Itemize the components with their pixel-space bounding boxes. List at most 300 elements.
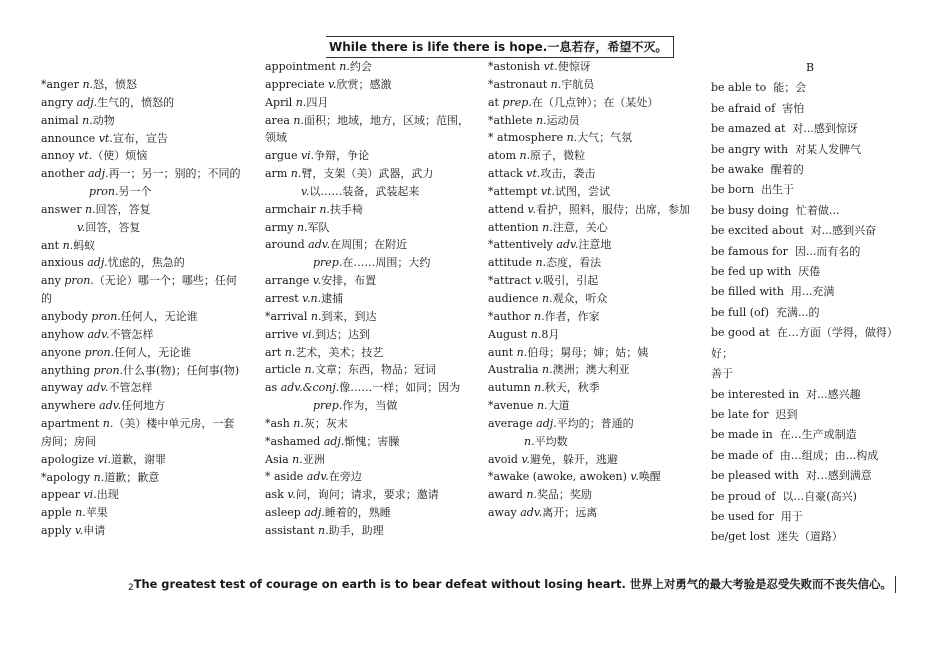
entry-word: ask xyxy=(265,488,284,502)
entry-definition: 像……一样；如同；因为 xyxy=(339,381,461,395)
header-quote-box xyxy=(326,36,674,58)
entry-definition: 宇航员 xyxy=(561,77,595,91)
phrase-item xyxy=(711,323,913,364)
phrase-definition: 出生于 xyxy=(761,183,795,197)
entry-definition: 在旁边 xyxy=(328,470,362,484)
entry-word: anxious xyxy=(41,256,84,270)
phrase-definition: 充满...的 xyxy=(776,305,820,319)
vocab-entry xyxy=(488,201,694,219)
entry-pos: vt. xyxy=(543,60,558,73)
vocab-entry xyxy=(488,468,694,486)
phrase-text: be filled with xyxy=(711,285,784,299)
entry-word: *awake (awoke, awoken) xyxy=(488,470,627,484)
entry-definition: 逮捕 xyxy=(321,291,344,305)
entry-sub-pos: v. xyxy=(77,220,86,234)
vocab-entry xyxy=(488,254,694,272)
phrase-item xyxy=(711,405,913,425)
entry-word: * atmosphere xyxy=(488,131,564,145)
vocab-entry xyxy=(41,415,244,451)
phrase-definition: 用于 xyxy=(780,509,803,523)
phrase-text: be famous for xyxy=(711,244,788,258)
entry-definition: 面积；地域，地方，区域；范围，领域 xyxy=(265,113,469,145)
entry-word: asleep xyxy=(265,506,301,520)
entry-pos: v. xyxy=(74,524,84,538)
entry-pos: n. xyxy=(292,452,303,466)
vocab-column-3 xyxy=(488,58,694,522)
phrase-definition: 在…方面（学得，做得）好； xyxy=(711,326,898,360)
phrase-item xyxy=(711,466,913,486)
entry-pos: n. xyxy=(339,60,350,73)
entry-pos: n. xyxy=(536,399,548,413)
phrase-text: be fed up with xyxy=(711,265,792,279)
vocab-entry xyxy=(265,433,469,451)
phrase-item xyxy=(711,140,913,160)
phrase-item xyxy=(711,364,913,384)
vocab-entry xyxy=(265,344,469,362)
vocab-entry xyxy=(265,165,469,201)
phrase-text: be afraid of xyxy=(711,101,776,115)
phrase-item xyxy=(711,487,913,507)
entry-word: *ashamed xyxy=(265,434,321,448)
entry-word: *attract xyxy=(488,274,532,288)
vocab-entry xyxy=(265,236,469,272)
vocab-entry xyxy=(488,486,694,504)
entry-word: *attempt xyxy=(488,184,538,198)
entry-pos: n. xyxy=(102,417,114,431)
entry-sub-definition: 作为，当做 xyxy=(342,399,398,413)
entry-pos: n. xyxy=(541,291,553,305)
phrase-text: be pleased with xyxy=(711,469,799,483)
entry-pos: n. xyxy=(304,363,316,377)
entry-pos: adj. xyxy=(536,416,557,430)
entry-pos: n. xyxy=(534,381,545,395)
entry-definition: 蚂蚁 xyxy=(73,238,96,252)
vocab-entry xyxy=(488,129,694,147)
entry-pos: vt. xyxy=(78,149,93,163)
entry-definition: 到来，到达 xyxy=(321,309,377,323)
vocab-entry xyxy=(41,344,244,362)
phrase-text: be made in xyxy=(711,428,773,442)
entry-pos: n. xyxy=(295,95,307,109)
entry-word: audience xyxy=(488,291,539,305)
vocab-entry xyxy=(488,451,694,469)
entry-sub-definition: 以……装备，武装起来 xyxy=(309,184,420,198)
vocab-entry xyxy=(265,58,469,76)
entry-pos: adv. xyxy=(308,238,331,252)
entry-word: award xyxy=(488,488,523,502)
entry-pos: adj. xyxy=(76,95,98,109)
vocab-entry xyxy=(41,486,244,504)
entry-definition: 苹果 xyxy=(85,506,108,520)
entry-definition: 军队 xyxy=(307,220,330,234)
entry-pos: pron. xyxy=(64,274,94,288)
entry-sub-sense xyxy=(265,254,469,272)
entry-definition: 离开；远离 xyxy=(542,506,598,520)
phrase-list xyxy=(711,78,913,547)
entry-definition: 道歉；歉意 xyxy=(104,470,160,484)
entry-definition: 态度，看法 xyxy=(546,256,602,270)
vocab-entry xyxy=(488,147,694,165)
vocab-entry xyxy=(265,219,469,237)
vocab-entry xyxy=(265,272,469,290)
entry-word: annoy xyxy=(41,149,75,163)
entry-word: atom xyxy=(488,149,517,163)
phrase-definition: 对...感兴趣 xyxy=(806,387,861,401)
entry-definition: 臂，支架（美）武器，武力 xyxy=(301,167,434,181)
vocab-entry xyxy=(265,94,469,112)
phrase-item xyxy=(711,160,913,180)
entry-definition: 作者，作家 xyxy=(544,309,600,323)
vocab-entry xyxy=(488,290,694,308)
entry-word: apple xyxy=(41,506,72,520)
phrase-definition: 害怕 xyxy=(782,101,805,115)
entry-word: appointment xyxy=(265,60,336,73)
vocab-entry xyxy=(265,486,469,504)
entry-pos: n. xyxy=(542,220,553,234)
entry-pos: v. xyxy=(534,274,544,288)
entry-word: *ash xyxy=(265,416,290,430)
phrase-definition: 在…生产或制造 xyxy=(779,428,857,442)
entry-sub-pos: n. xyxy=(524,434,535,448)
entry-pos: n. xyxy=(318,523,329,537)
vocab-column-2 xyxy=(265,58,469,540)
entry-pos: pron. xyxy=(84,345,115,359)
entry-definition: 扶手椅 xyxy=(329,202,363,216)
phrase-item xyxy=(711,385,913,405)
entry-definition: 回答，答复 xyxy=(95,202,151,216)
entry-definition: 澳洲；澳大利亚 xyxy=(552,363,630,377)
vocab-entry xyxy=(488,415,694,451)
entry-pos: adv. xyxy=(306,470,329,484)
entry-word: arrest xyxy=(265,291,299,305)
entry-definition: 文章；东西，物品；冠词 xyxy=(315,363,437,377)
vocab-entry xyxy=(488,272,694,290)
entry-word: appear xyxy=(41,488,80,502)
vocab-entry xyxy=(265,415,469,433)
entry-definition: （无论）哪一个；哪些；任何的 xyxy=(41,274,237,306)
entry-word: around xyxy=(265,238,305,252)
entry-word: anybody xyxy=(41,309,88,323)
phrase-definition: 对...感到兴奋 xyxy=(810,224,877,238)
entry-word: apologize xyxy=(41,452,95,466)
phrase-item xyxy=(711,303,913,323)
footer-quote: The greatest test of courage on earth is to bear defeat without losing heart. 世界上对勇气的最大考验是忍受失败而不丧失信心。 xyxy=(133,577,892,591)
phrase-definition: 迟到 xyxy=(775,407,798,421)
vocab-entry xyxy=(265,112,469,148)
page-number: 2 xyxy=(128,583,134,593)
entry-word: art xyxy=(265,345,282,359)
entry-definition: 灰；灰末 xyxy=(303,416,348,430)
entry-pos: adv. xyxy=(87,327,110,341)
entry-word: * aside xyxy=(265,470,304,484)
phrase-definition: 醒着的 xyxy=(770,163,804,177)
entry-pos: n. xyxy=(535,256,547,270)
entry-sub-pos: prep. xyxy=(313,256,343,270)
vocab-entry xyxy=(41,397,244,415)
entry-pos: n. xyxy=(284,345,296,359)
entry-pos: v. xyxy=(312,274,322,288)
entry-pos: adv. xyxy=(99,399,122,413)
vocab-entry xyxy=(41,165,244,201)
entry-word: April xyxy=(265,95,293,109)
phrase-item xyxy=(711,527,913,547)
entry-pos: n. xyxy=(75,506,86,520)
entry-word: apply xyxy=(41,524,72,538)
vocab-entry xyxy=(488,219,694,237)
vocab-entry xyxy=(41,326,244,344)
entry-definition: 助手，助理 xyxy=(328,523,384,537)
entry-definition: 注意，关心 xyxy=(552,220,608,234)
phrase-item xyxy=(711,78,913,98)
vocab-entry xyxy=(265,451,469,469)
vocab-entry xyxy=(41,469,244,487)
entry-pos: n. xyxy=(542,363,553,377)
entry-sub-pos: prep. xyxy=(313,399,343,413)
vocab-entry xyxy=(488,112,694,130)
entry-word: *astonish xyxy=(488,60,541,73)
vocab-entry xyxy=(41,522,244,540)
entry-sub-definition: 平均数 xyxy=(534,434,568,448)
vocab-entry xyxy=(41,254,244,272)
entry-word: article xyxy=(265,363,301,377)
entry-word: autumn xyxy=(488,381,531,395)
entry-definition: 原子，微粒 xyxy=(530,149,586,163)
entry-sub-definition: 在……周围；大约 xyxy=(342,256,431,270)
header-quote: While there is life there is hope.一息若存，希望不灭。 xyxy=(329,40,668,54)
entry-definition: 不管怎样 xyxy=(109,327,154,341)
entry-word: aunt xyxy=(488,345,514,359)
phrase-item xyxy=(711,507,913,527)
phrase-definition: 对…感到满意 xyxy=(805,469,872,483)
phrase-definition: 迷失（道路） xyxy=(776,530,843,544)
phrase-item xyxy=(711,221,913,241)
entry-word: anything xyxy=(41,363,91,377)
phrase-definition: 忙着做... xyxy=(795,203,840,217)
entry-word: another xyxy=(41,167,85,181)
entry-word: army xyxy=(265,220,294,234)
vocab-entry xyxy=(265,147,469,165)
entry-definition: 亚洲 xyxy=(302,452,325,466)
entry-pos: n. xyxy=(293,416,304,430)
vocab-entry xyxy=(265,361,469,379)
entry-word: *arrival xyxy=(265,309,308,323)
vocab-entry xyxy=(488,504,694,522)
entry-pos: v. xyxy=(287,488,296,502)
entry-pos: n. xyxy=(296,220,308,234)
phrase-definition: 能；会 xyxy=(773,81,807,95)
vocab-entry xyxy=(41,237,244,255)
entry-definition: 大气；气氛 xyxy=(577,131,633,145)
vocab-column-1 xyxy=(41,76,244,540)
entry-word: attention xyxy=(488,220,539,234)
phrase-definition: 善于 xyxy=(711,367,733,381)
entry-sub-definition: 回答，答复 xyxy=(85,220,141,234)
entry-pos: prep. xyxy=(502,95,532,109)
entry-definition: 看护，照料，服侍；出席，参加 xyxy=(535,202,690,216)
phrase-definition: 由…组成；由...构成 xyxy=(779,448,879,462)
vocab-entry xyxy=(488,397,694,415)
vocab-entry xyxy=(41,201,244,237)
entry-sub-definition: 另一个 xyxy=(118,185,152,199)
entry-pos: v. xyxy=(328,77,337,91)
phrase-text: be proud of xyxy=(711,489,776,503)
entry-pos: n. xyxy=(319,202,330,216)
entry-definition: 在（几点钟）；在（某处） xyxy=(531,95,659,109)
entry-pos: vt. xyxy=(526,167,541,181)
entry-pos: vi. xyxy=(83,488,97,502)
entry-word: arrange xyxy=(265,274,310,288)
entry-pos: n. xyxy=(310,309,322,323)
vocab-entry xyxy=(41,76,244,94)
vocab-entry xyxy=(265,201,469,219)
entry-definition: 约会 xyxy=(349,60,372,73)
phrase-item xyxy=(711,262,913,282)
vocab-entry xyxy=(265,308,469,326)
vocab-entry xyxy=(488,344,694,362)
phrase-text: be good at xyxy=(711,326,770,340)
vocab-entry xyxy=(488,361,694,379)
entry-pos: adj. xyxy=(304,506,325,520)
entry-definition: 任何人，无论谁 xyxy=(114,345,192,359)
entry-word: anyway xyxy=(41,381,84,395)
phrase-definition: 因...而有名的 xyxy=(794,244,861,258)
entry-pos: n. xyxy=(530,327,542,341)
entry-pos: vt. xyxy=(540,184,555,198)
entry-word: angry xyxy=(41,95,74,109)
entry-definition: 艺术，美术；技艺 xyxy=(295,345,384,359)
entry-word: *author xyxy=(488,309,531,323)
phrase-definition: 厌倦 xyxy=(798,265,821,279)
entry-word: armchair xyxy=(265,202,316,216)
phrase-text: be able to xyxy=(711,81,767,95)
phrase-definition: 用...充满 xyxy=(790,285,835,299)
entry-pos: n. xyxy=(534,309,545,323)
phrase-column xyxy=(711,58,913,548)
entry-pos: adj. xyxy=(87,256,108,270)
entry-word: *anger xyxy=(41,78,79,91)
entry-definition: 什么事(物)；任何事(物) xyxy=(123,363,240,377)
entry-definition: 再一；另一；别的；不同的 xyxy=(108,167,241,181)
vocab-entry xyxy=(488,308,694,326)
entry-word: assistant xyxy=(265,523,315,537)
entry-pos: n. xyxy=(82,78,94,91)
entry-word: anyone xyxy=(41,345,82,359)
entry-word: away xyxy=(488,506,517,520)
entry-pos: n. xyxy=(62,238,74,252)
entry-pos: n. xyxy=(516,345,528,359)
entry-pos: n. xyxy=(550,77,562,91)
entry-word: animal xyxy=(41,113,79,127)
entry-definition: 试图，尝试 xyxy=(554,184,610,198)
vocab-entry xyxy=(265,468,469,486)
entry-definition: 安排，布置 xyxy=(321,274,377,288)
vocab-entry xyxy=(265,76,469,94)
entry-definition: 忧虑的，焦急的 xyxy=(107,256,185,270)
entry-definition: 任何人，无论谁 xyxy=(120,309,198,323)
phrase-definition: 以…自豪(高兴) xyxy=(782,489,857,503)
phrase-text: be born xyxy=(711,183,755,197)
vocab-entry xyxy=(41,147,244,165)
phrase-text: be made of xyxy=(711,448,773,462)
vocab-entry xyxy=(41,308,244,326)
entry-definition: 注意地 xyxy=(578,238,612,252)
entry-word: appreciate xyxy=(265,77,325,91)
entry-definition: 奖品；奖励 xyxy=(536,488,592,502)
entry-pos: n. xyxy=(84,202,96,216)
phrase-text: be full (of) xyxy=(711,305,770,319)
entry-definition: 大道 xyxy=(547,399,570,413)
footer xyxy=(128,576,896,593)
vocab-entry xyxy=(41,379,244,397)
entry-definition: 任何地方 xyxy=(121,399,166,413)
entry-sub-pos: v. xyxy=(301,184,310,198)
phrase-text: be excited about xyxy=(711,224,804,238)
entry-word: argue xyxy=(265,149,298,163)
phrase-text: be interested in xyxy=(711,387,800,401)
entry-pos: vi. xyxy=(97,452,111,466)
entry-sub-sense xyxy=(41,219,244,237)
entry-pos: v. xyxy=(521,452,530,466)
entry-pos: n. xyxy=(566,131,578,145)
vocab-entry xyxy=(488,94,694,112)
entry-sub-sense xyxy=(265,183,469,201)
entry-definition: 到达；达到 xyxy=(315,327,371,341)
entry-definition: 出现 xyxy=(96,488,119,502)
vocab-entry xyxy=(488,236,694,254)
entry-sub-sense xyxy=(265,397,469,415)
entry-definition: 惭愧；害臊 xyxy=(344,434,400,448)
phrase-text: be late for xyxy=(711,407,769,421)
entry-word: attitude xyxy=(488,256,532,270)
vocab-entry xyxy=(488,58,694,76)
entry-word: *avenue xyxy=(488,399,534,413)
entry-word: arrive xyxy=(265,327,299,341)
entry-word: anyhow xyxy=(41,327,84,341)
entry-definition: 争辩，争论 xyxy=(314,149,370,163)
entry-definition: （美）楼中单元房，一套房间；房间 xyxy=(41,417,235,448)
phrase-item xyxy=(711,119,913,139)
vocab-entry xyxy=(41,504,244,522)
vocab-entry xyxy=(488,183,694,201)
entry-definition: 唤醒 xyxy=(638,470,661,484)
entry-pos: pron. xyxy=(91,309,121,323)
entry-pos: adj. xyxy=(88,167,109,181)
entry-definition: 动物 xyxy=(92,113,115,127)
phrase-text: be busy doing xyxy=(711,203,789,217)
phrase-definition: 对...感到惊讶 xyxy=(792,122,858,136)
entry-definition: 宣布，宣告 xyxy=(112,131,168,145)
entry-definition: 申请 xyxy=(83,524,106,538)
entry-pos: n. xyxy=(82,113,93,127)
entry-definition: 运动员 xyxy=(546,113,580,127)
entry-pos: pron. xyxy=(93,363,124,377)
entry-word: Asia xyxy=(265,452,289,466)
phrase-text: be angry with xyxy=(711,142,789,156)
entry-definition: 避免，躲开，逃避 xyxy=(529,452,618,466)
entry-definition: 在周围；在附近 xyxy=(330,238,408,252)
entry-word: *attentively xyxy=(488,238,553,252)
phrase-item xyxy=(711,425,913,445)
entry-word: *athlete xyxy=(488,113,533,127)
entry-pos: adv.&conj. xyxy=(280,381,340,395)
entry-word: attack xyxy=(488,167,523,181)
entry-pos: v.n. xyxy=(302,291,322,305)
entry-sub-pos: pron. xyxy=(89,185,119,199)
entry-pos: n. xyxy=(519,149,531,163)
phrase-text: be amazed at xyxy=(711,122,786,136)
entry-pos: n. xyxy=(93,470,105,484)
vocab-entry xyxy=(488,165,694,183)
